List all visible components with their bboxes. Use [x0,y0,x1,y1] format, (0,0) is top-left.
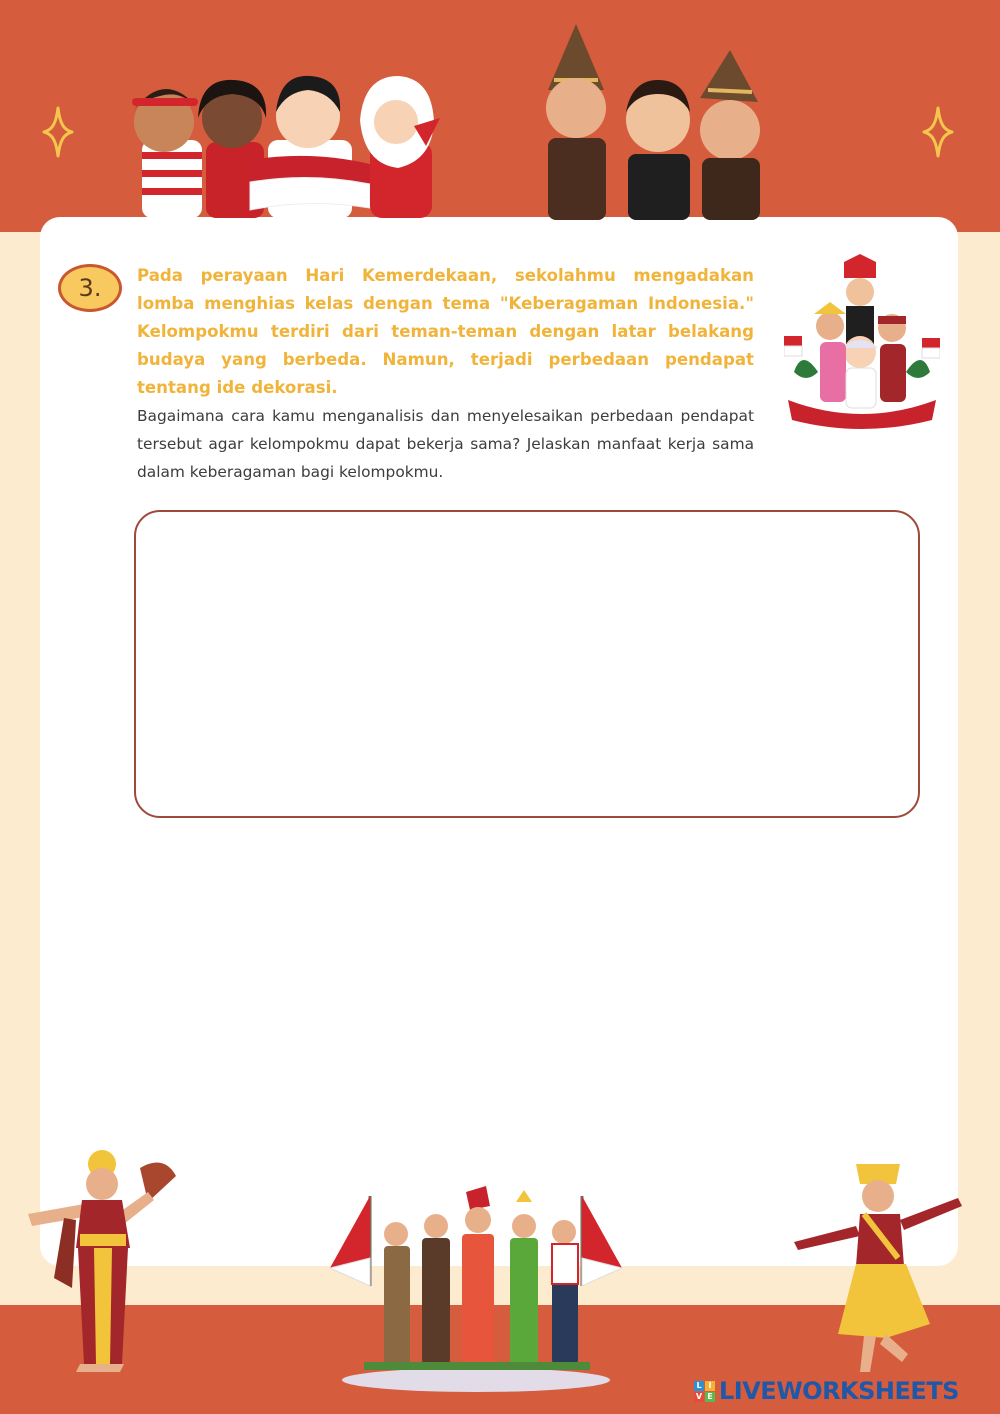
children-illustration [120,60,450,220]
traditional-dress-illustration [540,20,780,220]
answer-textbox[interactable] [134,510,920,818]
logo-text: LIVEWORKSHEETS [719,1377,959,1405]
question-number-badge: 3. [58,264,122,312]
dancer-illustration [790,1158,970,1376]
group-illustration [326,1186,626,1394]
crowd-illustration [784,252,940,430]
logo-mark-icon: L I V E [694,1381,715,1402]
question-prompt: Bagaimana cara kamu menganalisis dan menyelesaikan perbedaan pendapat tersebut agar kelompokmu dapat bekerja sama? Jelaskan manfaat kerja sama dalam keberagaman bagi kelompokmu. [137,407,754,481]
sparkle-icon [42,106,74,158]
sparkle-icon [922,106,954,158]
liveworksheets-logo[interactable] [694,1376,959,1406]
dancer-illustration [24,1148,184,1374]
question-scenario: Pada perayaan Hari Kemerdekaan, sekolahmu mengadakan lomba menghias kelas dengan tema "Keberagaman Indonesia." Kelompokmu terdiri dari teman-teman dengan latar belakang budaya yang berbeda. Namun, terjadi perbedaan pendapat tentang ide dekorasi. [137,266,754,397]
